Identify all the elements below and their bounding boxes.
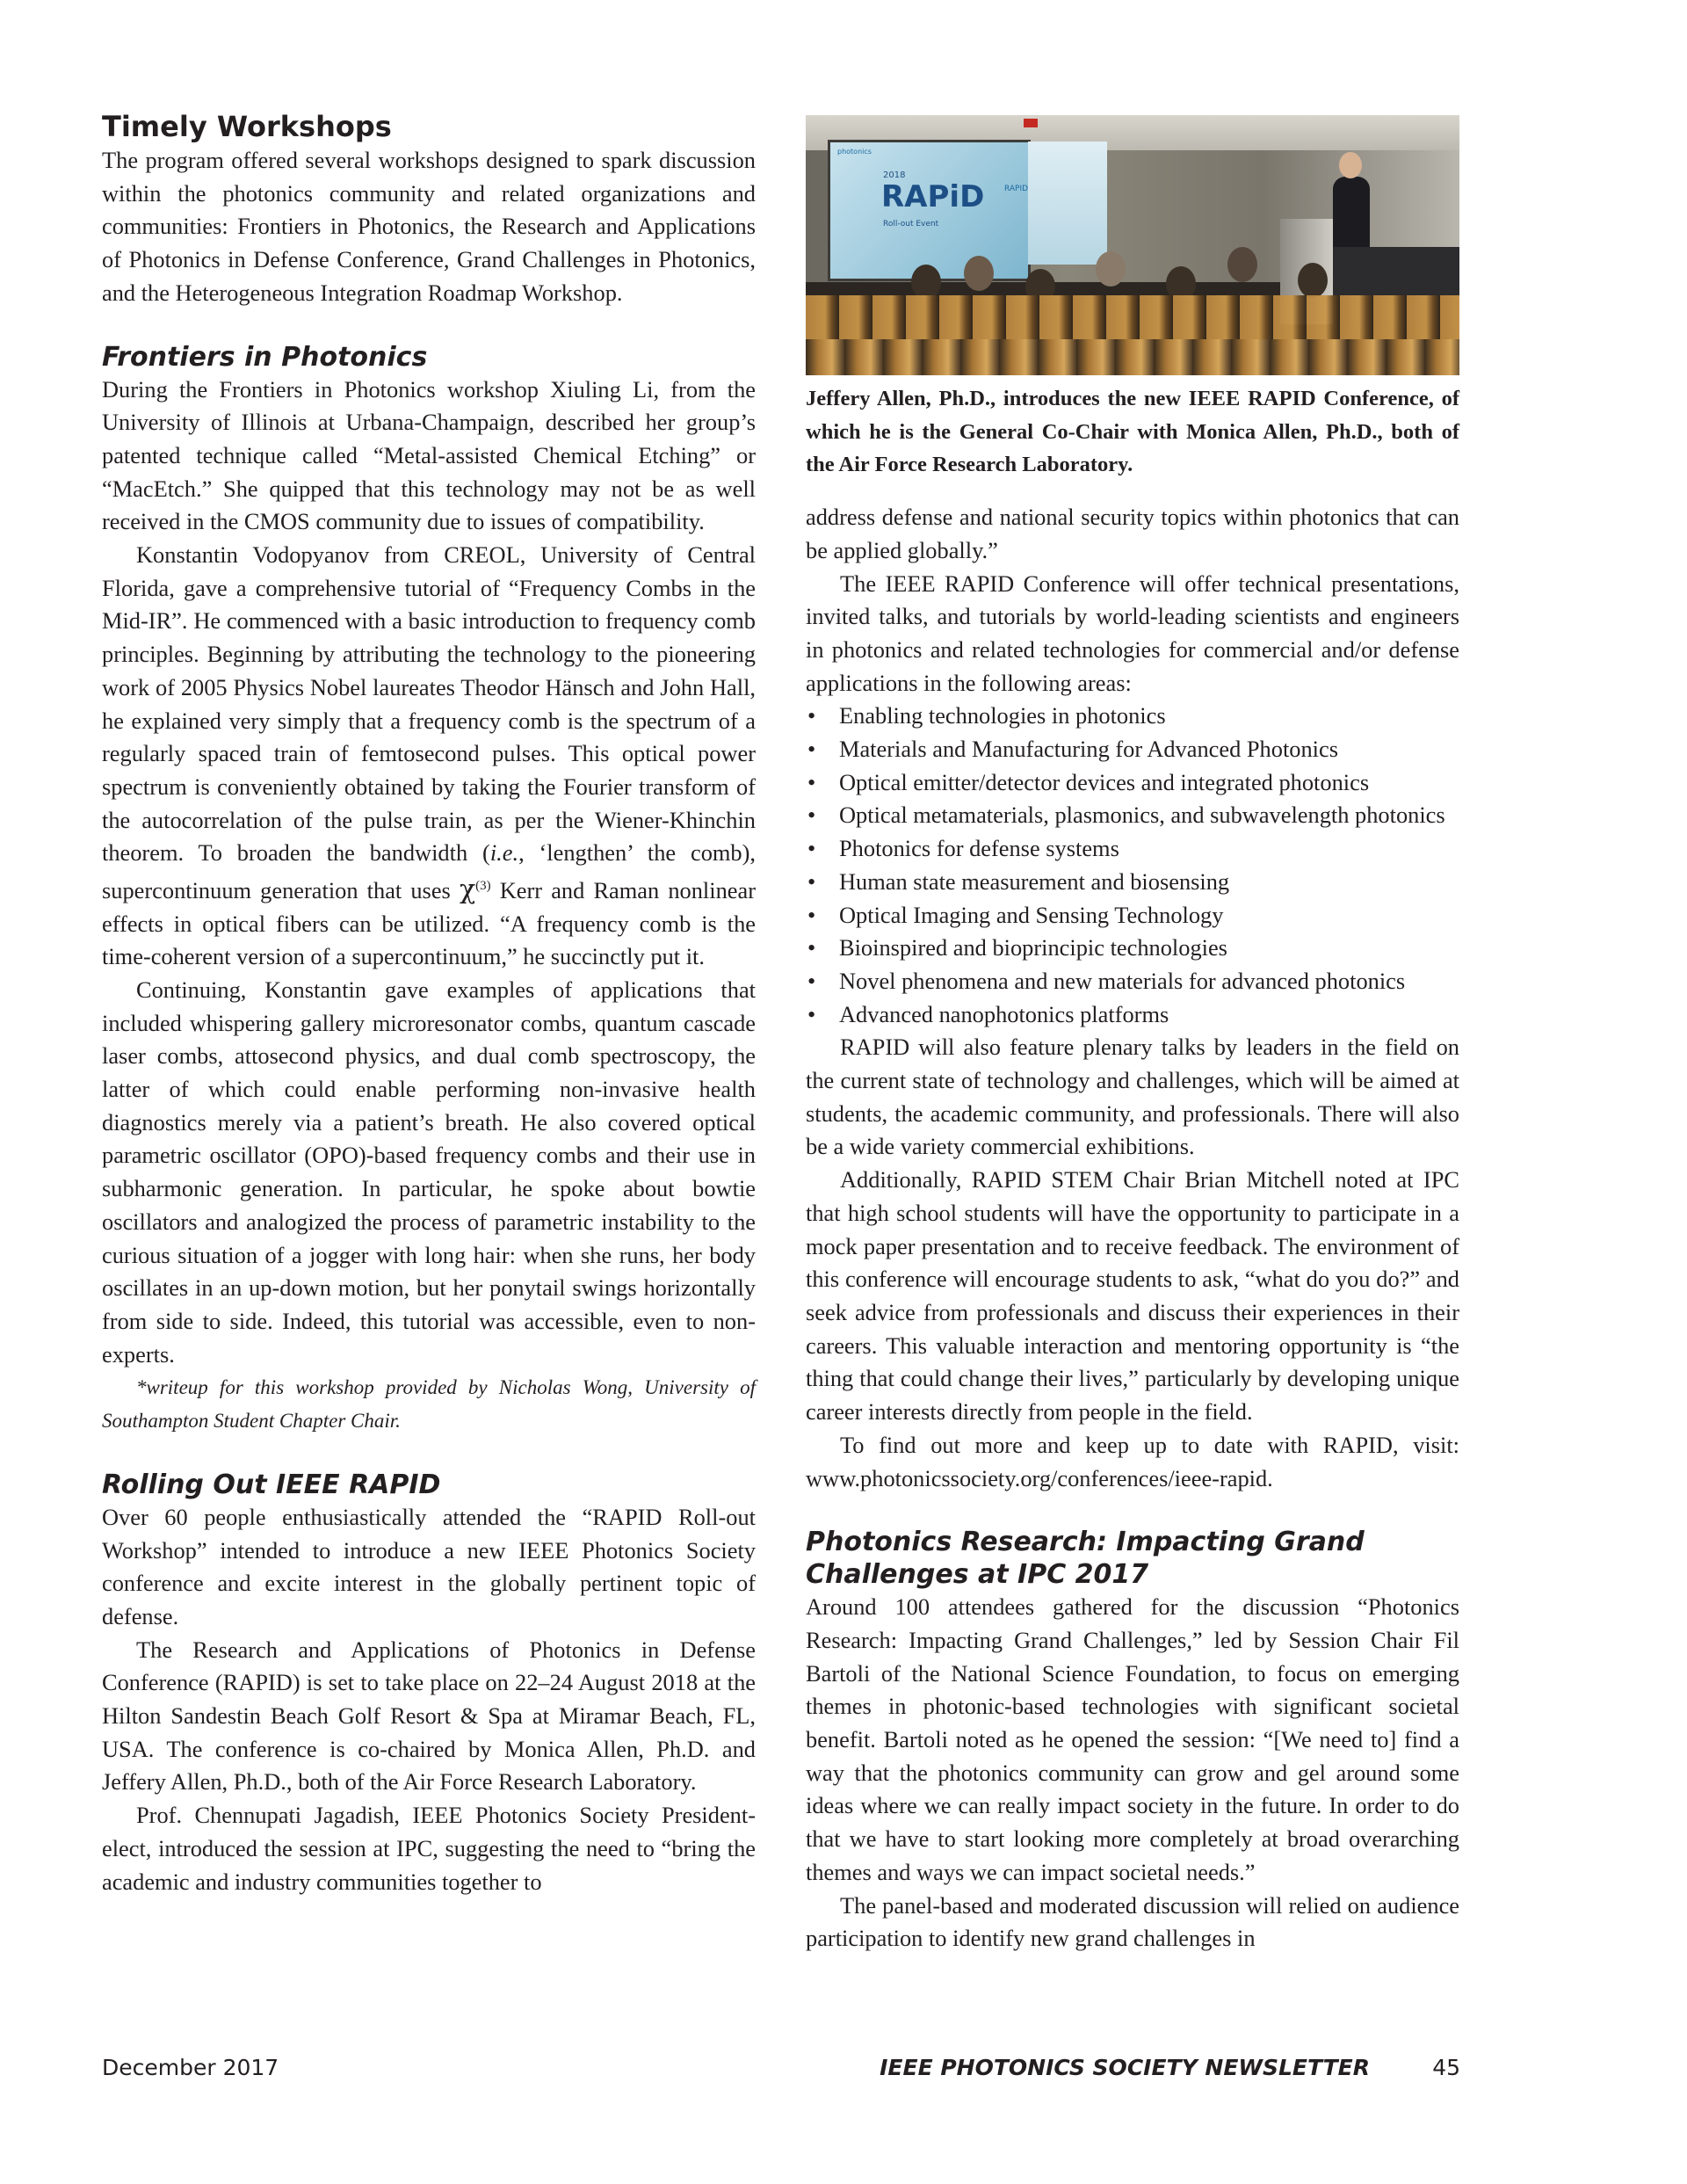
subheading-rolling-out-ieee-rapid: Rolling Out IEEE RAPID: [102, 1469, 441, 1500]
list-item: • Optical Imaging and Sensing Technology: [807, 901, 1224, 928]
writeup-credit: *writeup for this workshop provided by Nicholas Wong, University of Southampton Student Chapter Chair.: [102, 1376, 756, 1433]
plenary-paragraph: RAPID will also feature plenary talks by leaders in the field on the current state of technology and challenges, which will be aimed at students, the academic community, and professionals. There will also be a wide variety commercial exhibitions.: [806, 1034, 1459, 1160]
grand-challenges-paragraph-1: Around 100 attendees gathered for the discussion “Photonics Research: Impacting Grand Challenges,” led by Session Chair Fil Bartoli of the National Science Foundation, to focus on emerging themes in photonic-based technologies with significant societal benefit. Bartoli noted as he opened the session: “[We need to] find a way that the photonics community can grow and gel around some ideas where we can really impact society in the future. In order to do that we have to start looking more completely at broad overarching themes and ways we can impact societal needs.”: [806, 1593, 1459, 1885]
stem-paragraph: Additionally, RAPID STEM Chair Brian Mitchell noted at IPC that high school students will have the opportunity to participate in a mock paper presentation and to receive feedback. The environment of this conference will encourage students to ask, “what do you do?” and seek advice from professionals and discuss their experiences in their careers. This valuable interaction and mentoring opportunity is “the thing that could change their lives,” particularly by developing unique career interests directly from people in the field.: [806, 1166, 1459, 1426]
rapid-offer-paragraph: The IEEE RAPID Conference will offer technical presentations, invited talks, and tutorials by world-leading scientists and engineers in photonics and related technologies for commercial and/or defense applications in the following areas:: [806, 570, 1459, 696]
page-footer: [102, 2050, 1460, 2086]
frontiers-paragraph-2: Konstantin Vodopyanov from CREOL, University of Central Florida, gave a comprehensive tutorial of “Frequency Combs in the Mid-IR”. He commenced with a basic introduction to frequency comb principles. Beginning by attributing the technology to the pioneering work of 2005 Physics Nobel laureates Theodor Hänsch and John Hall, he explained very simply that a frequency comb is the spectrum of a regularly spaced train of femtosecond pulses. This optical power spectrum is conveniently obtained by taking the Fourier transform of the autocorrelation of the pulse train, as per the Wiener-Khinchin theorem. To broaden the bandwidth (i.e., ‘lengthen’ the comb), supercontinuum generation that uses $\chi^{(3)}$ Kerr and Raman nonlinear effects in optical fibers can be utilized. “A frequency comb is the time-coherent version of a supercontinuum,” he succinctly put it.: [102, 541, 756, 970]
visit-paragraph: To find out more and keep up to date with RAPID, visit: www.photonicssociety.org/conferences/ieee-rapid.: [806, 1431, 1459, 1491]
subheading-grand-challenges: Photonics Research: Impacting Grand Challenges at IPC 2017: [806, 1527, 1365, 1591]
topic-list: [806, 700, 1459, 1031]
rapid-paragraph-continued: address defense and national security topics within photonics that can be applied globally.”: [806, 504, 1459, 563]
rapid-logo: RAPiD: [881, 179, 985, 214]
list-item: • Bioinspired and bioprincipic technologies: [807, 934, 1227, 961]
frontiers-paragraph-1: During the Frontiers in Photonics workshop Xiuling Li, from the University of Illinois at Urbana-Champaign, described her group’s patented technique called “Metal-assisted Chemical Etching” or “MacEtch.” She quipped that this technology may not be as well received in the CMOS community due to issues of compatibility.: [102, 375, 756, 535]
rapid-paragraph-1: Over 60 people enthusiastically attended the “RAPID Roll-out Workshop” intended to introduce a new IEEE Photonics Society conference and excite interest in the globally pertinent topic of defense.: [102, 1503, 756, 1629]
footer-publication: IEEE PHOTONICS SOCIETY NEWSLETTER: [880, 2055, 1370, 2080]
rapid-paragraph-3: Prof. Chennupati Jagadish, IEEE Photonics Society President-elect, introduced the session at IPC, suggesting the need to “bring the academic and industry communities together to: [102, 1802, 756, 1895]
conference-photo: [806, 115, 1459, 375]
subheading-frontiers-in-photonics: Frontiers in Photonics: [102, 341, 428, 373]
rapid-paragraph-2: The Research and Applications of Photonics in Defense Conference (RAPID) is set to take place on 22–24 August 2018 at the Hilton Sandestin Beach Golf Resort & Spa at Miramar Beach, FL, USA. The conference is co-chaired by Monica Allen, Ph.D. and Jeffery Allen, Ph.D., both of the Air Force Research Laboratory.: [102, 1636, 756, 1796]
exit-sign: [1024, 119, 1038, 127]
list-item: • Optical emitter/detector devices and integrated photonics: [807, 768, 1370, 795]
photo-caption: Jeffery Allen, Ph.D., introduces the new IEEE RAPID Conference, of which he is the General Co-Chair with Monica Allen, Ph.D., both of the Air Force Research Laboratory.: [806, 387, 1459, 477]
right-column: [806, 115, 1459, 1955]
section-heading-timely-workshops: Timely Workshops: [102, 110, 392, 143]
timely-workshops-paragraph: The program offered several workshops designed to spark discussion within the photonics community and related organizations and communities: Frontiers in Photonics, the Research and Applications of Photonics in Defense Conference, Grand Challenges in Photonics, and the Heterogeneous Integration Roadmap Workshop.: [102, 147, 756, 306]
list-item: • Advanced nanophotonics platforms: [807, 1000, 1169, 1027]
list-item: • Human state measurement and biosensing: [807, 867, 1230, 895]
list-item: • Enabling technologies in photonics: [807, 702, 1166, 729]
footer-date: December 2017: [102, 2055, 279, 2080]
frontiers-paragraph-3: Continuing, Konstantin gave examples of applications that included whispering gallery microresonator combs, quantum cascade laser combs, attosecond physics, and dual comb spectroscopy, the latter of which could enable performing non-invasive health diagnostics merely via a patient’s breath. He also covered optical parametric oscillator (OPO)-based frequency combs and their use in subharmonic generation. In particular, he spoke about bowtie oscillators and analogized the process of parametric instability to the curious situation of a jogger with long hair: when she runs, her body oscillates in an up-down motion, but her ponytail swings horizontally from side to side. Indeed, this tutorial was accessible, even to non-experts.: [102, 976, 756, 1368]
left-column: [102, 109, 756, 1898]
projection-screen: photonics 2018 RAPiD Roll-out Event RAPID: [828, 140, 1031, 281]
page-number: 45: [1432, 2055, 1460, 2080]
list-item: • Novel phenomena and new materials for advanced photonics: [807, 967, 1406, 994]
list-item: • Optical metamaterials, plasmonics, and subwavelength photonics: [807, 802, 1445, 829]
chi-symbol: χ: [459, 874, 476, 905]
list-item: • Materials and Manufacturing for Advanced Photonics: [807, 736, 1338, 763]
grand-challenges-paragraph-2: The panel-based and moderated discussion will relied on audience participation to identify new grand challenges in: [806, 1891, 1459, 1952]
list-item: • Photonics for defense systems: [807, 835, 1119, 862]
